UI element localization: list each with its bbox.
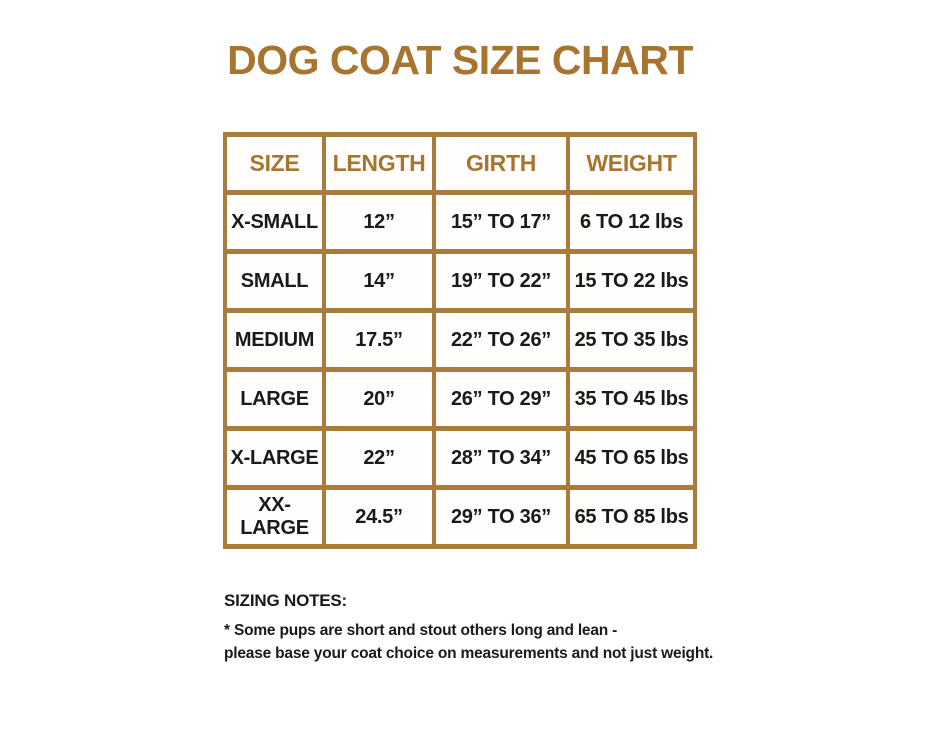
size-cell: X-SMALL xyxy=(225,193,324,252)
sizing-notes xyxy=(224,591,744,665)
length-cell: 14” xyxy=(324,252,434,311)
sizing-notes-line-1: * Some pups are short and stout others long and lean - xyxy=(224,622,618,639)
table-row xyxy=(225,252,695,311)
weight-cell: 35 TO 45 lbs xyxy=(568,370,695,429)
size-cell: XX-LARGE xyxy=(225,488,324,547)
length-cell: 12” xyxy=(324,193,434,252)
size-cell: X-LARGE xyxy=(225,429,324,488)
table-header-row xyxy=(225,135,695,193)
table-row xyxy=(225,311,695,370)
girth-cell: 22” TO 26” xyxy=(434,311,568,370)
length-cell: 22” xyxy=(324,429,434,488)
table-row xyxy=(225,488,695,547)
girth-cell: 15” TO 17” xyxy=(434,193,568,252)
weight-cell: 6 TO 12 lbs xyxy=(568,193,695,252)
sizing-notes-line-2: please base your coat choice on measurements and not just weight. xyxy=(224,645,714,662)
size-chart-table xyxy=(223,132,697,549)
girth-cell: 29” TO 36” xyxy=(434,488,568,547)
length-cell: 24.5” xyxy=(324,488,434,547)
header-weight: WEIGHT xyxy=(568,135,695,193)
page-title: DOG COAT SIZE CHART xyxy=(227,37,693,83)
weight-cell: 25 TO 35 lbs xyxy=(568,311,695,370)
table-row xyxy=(225,370,695,429)
weight-cell: 45 TO 65 lbs xyxy=(568,429,695,488)
sizing-notes-heading: SIZING NOTES: xyxy=(224,591,348,610)
table-row xyxy=(225,429,695,488)
header-size: SIZE xyxy=(225,135,324,193)
size-cell: LARGE xyxy=(225,370,324,429)
header-length: LENGTH xyxy=(324,135,434,193)
length-cell: 17.5” xyxy=(324,311,434,370)
length-cell: 20” xyxy=(324,370,434,429)
weight-cell: 65 TO 85 lbs xyxy=(568,488,695,547)
size-cell: MEDIUM xyxy=(225,311,324,370)
header-girth: GIRTH xyxy=(434,135,568,193)
size-cell: SMALL xyxy=(225,252,324,311)
girth-cell: 19” TO 22” xyxy=(434,252,568,311)
table-row xyxy=(225,193,695,252)
girth-cell: 28” TO 34” xyxy=(434,429,568,488)
weight-cell: 15 TO 22 lbs xyxy=(568,252,695,311)
girth-cell: 26” TO 29” xyxy=(434,370,568,429)
